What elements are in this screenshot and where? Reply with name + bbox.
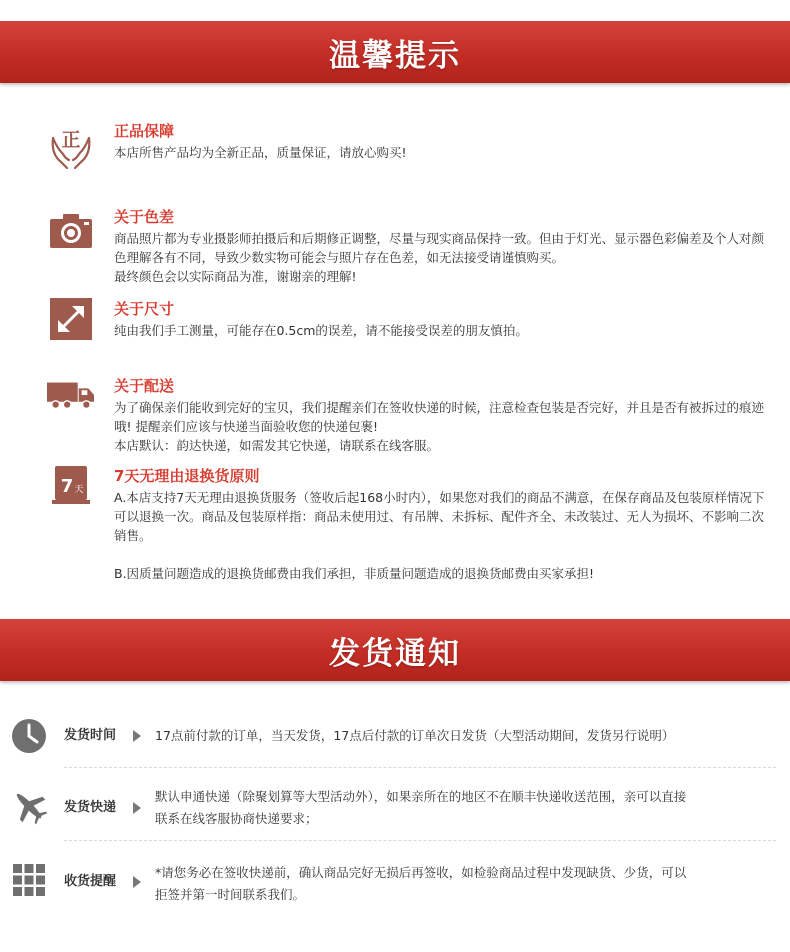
notice-line: B.因质量问题造成的退换货邮费由我们承担，非质量问题造成的退换货邮费由买家承担! (114, 566, 595, 581)
clock-icon (10, 717, 48, 755)
notice-heading: 关于色差 (114, 208, 175, 226)
chevron-right-icon (133, 730, 141, 742)
shipping-label: 收货提醒 (64, 874, 117, 889)
row-divider (64, 767, 776, 768)
notice-heading: 正品保障 (114, 122, 175, 140)
camera-icon (47, 209, 95, 253)
shipping-text: 17点前付款的订单，当天发货，17点后付款的订单次日发货（大型活动期间，发货另行说明） (155, 728, 675, 743)
tips-banner (0, 21, 790, 83)
chevron-right-icon (133, 876, 141, 888)
chevron-right-icon (133, 802, 141, 814)
notice-line: 为了确保亲们能收到完好的宝贝，我们提醒亲们在签收快递的时候，注意检查包装是否完好，并且是否有被拆过的痕迹哦! 提醒亲们应该与快递当面验收您的快递包裹! (114, 400, 765, 434)
tips-banner-title: 温馨提示 (329, 37, 461, 74)
notice-body (114, 143, 774, 162)
seven-glyph: 7 (60, 476, 74, 497)
grid-icon (10, 861, 48, 899)
genuine-glyph: 正 (61, 129, 81, 151)
shipping-line: *请您务必在签收快递前，确认商品完好无损后再签收，如检验商品过程中发现缺货、少货，可以 (155, 865, 687, 880)
notice-body (114, 398, 774, 455)
shipping-text (155, 862, 755, 906)
shipping-line: 拒签并第一时间联系我们。 (155, 887, 306, 902)
notice-body (114, 229, 774, 286)
shipping-label: 发货快递 (64, 800, 117, 815)
notice-heading: 关于配送 (114, 377, 175, 395)
hands-genuine-icon (47, 125, 95, 169)
notice-line: 商品照片都为专业摄影师拍摄后和后期修正调整，尽量与现实商品保持一致。但由于灯光、显示器色彩偏差及个人对颜色理解各有不同，导致少数实物可能会与照片存在色差，如无法接受请谨慎购买。 (114, 231, 765, 265)
notice-line: A.本店支持7天无理由退换货服务（签收后起168小时内），如果您对我们的商品不满意，在保存商品及包装原样情况下可以退换一次。商品及包装原样指：商品未使用过、有吊牌、未拆标、配件齐全、未改装过、无人为损坏、不影响二次销售。 (114, 490, 765, 543)
shipping-label: 发货时间 (64, 728, 117, 743)
notice-line: 纯由我们手工测量，可能存在0.5cm的误差，请不能接受误差的朋友慎拍。 (114, 323, 528, 338)
day-glyph: 天 (74, 485, 84, 495)
notice-line: 本店所售产品均为全新正品，质量保证，请放心购买! (114, 145, 407, 160)
row-divider (64, 840, 776, 841)
notice-line: 最终颜色会以实际商品为准，谢谢亲的理解! (114, 269, 357, 284)
shipping-line: 默认申通快递（除聚划算等大型活动外），如果亲所在的地区不在顺丰快递收送范围，亲可以直接 (155, 789, 687, 804)
notice-line: 本店默认：韵达快递，如需发其它快递，请联系在线客服。 (114, 438, 440, 453)
shipping-line: 联系在线客服协商快递要求； (155, 811, 318, 826)
seven-day-return-icon (47, 464, 95, 508)
notice-body (114, 321, 774, 340)
airplane-icon (10, 787, 48, 825)
shipping-text (155, 786, 755, 830)
resize-arrow-icon (47, 297, 95, 341)
notice-heading: 关于尺寸 (114, 300, 175, 318)
shipping-banner-title: 发货通知 (329, 635, 461, 672)
shipping-banner (0, 619, 790, 681)
notice-body (114, 488, 774, 583)
notice-heading: 7天无理由退换货原则 (114, 467, 260, 485)
truck-icon (47, 374, 95, 418)
